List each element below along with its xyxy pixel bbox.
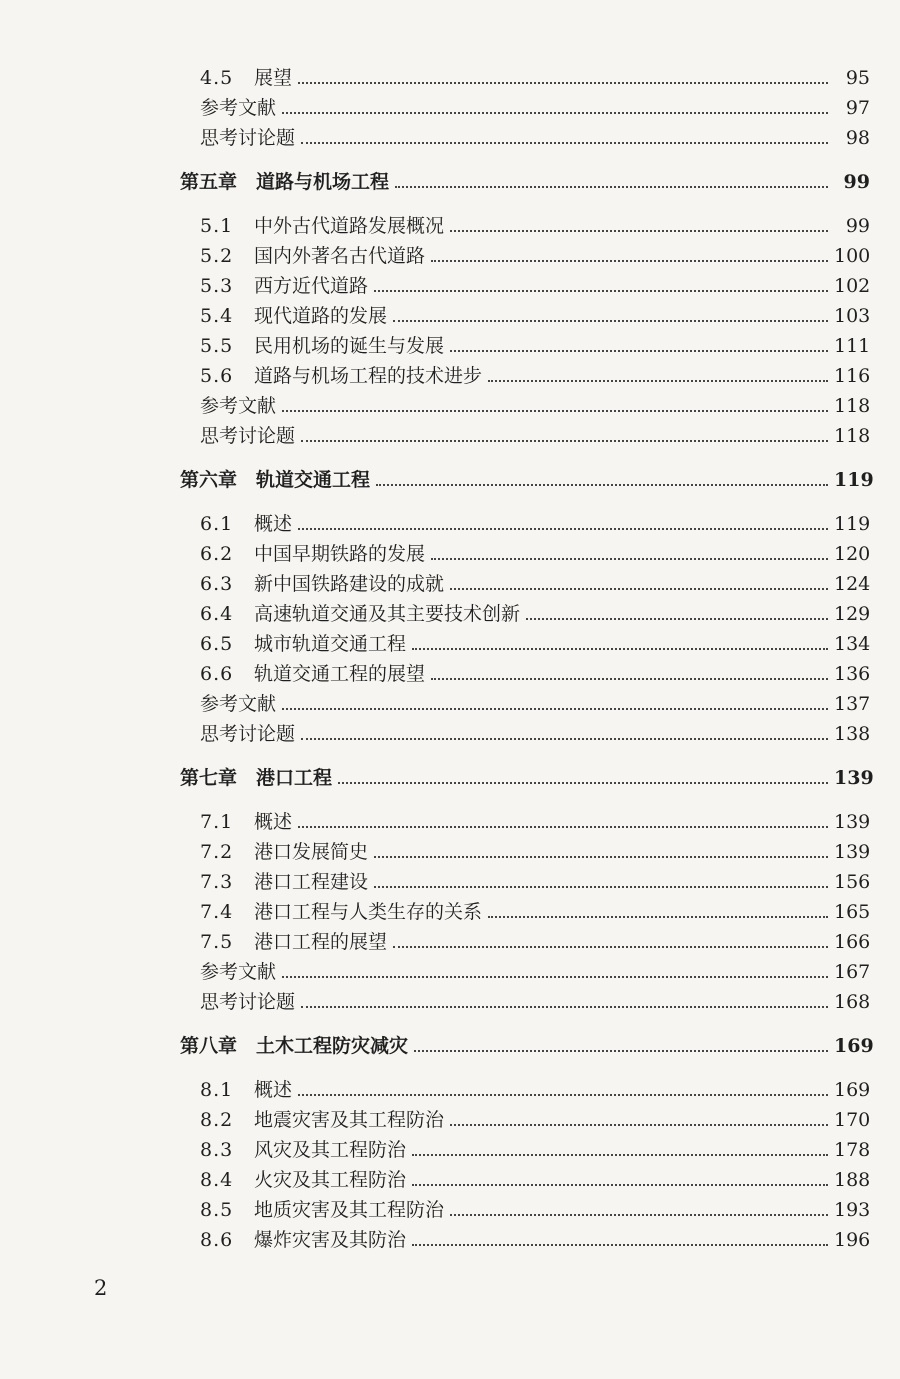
toc-chapter-entry <box>180 162 870 192</box>
entry-page: 129 <box>834 603 871 625</box>
entry-title: 思考讨论题 <box>200 127 296 149</box>
dot-leader <box>412 1244 828 1246</box>
entry-page: 169 <box>834 1079 871 1101</box>
toc-section-entry <box>200 296 870 326</box>
entry-title: 港口工程的展望 <box>254 931 388 953</box>
entry-title: 民用机场的诞生与发展 <box>254 335 445 357</box>
entry-page: 116 <box>834 365 871 387</box>
toc-section-entry <box>200 58 870 88</box>
entry-page: 170 <box>834 1109 871 1131</box>
toc-section-entry <box>200 594 870 624</box>
dot-leader <box>431 260 828 262</box>
toc-section-entry <box>200 624 870 654</box>
entry-page: 139 <box>834 767 874 789</box>
entry-page: 137 <box>834 693 871 715</box>
dot-leader <box>282 112 828 114</box>
entry-title: 港口工程建设 <box>254 871 369 893</box>
entry-number: 第五章 <box>180 171 238 193</box>
entry-page: 166 <box>834 931 871 953</box>
entry-page: 169 <box>834 1035 874 1057</box>
toc-section-entry <box>200 206 870 236</box>
entry-title: 思考讨论题 <box>200 723 296 745</box>
entry-page: 99 <box>845 215 870 237</box>
dot-leader <box>450 230 828 232</box>
entry-title: 港口工程与人类生存的关系 <box>254 901 483 923</box>
toc-section-entry <box>200 1100 870 1130</box>
entry-page: 134 <box>834 633 871 655</box>
dot-leader <box>298 826 828 828</box>
entry-page: 118 <box>834 395 871 417</box>
entry-page: 138 <box>834 723 871 745</box>
entry-number: 8.1 <box>200 1079 234 1101</box>
entry-title: 中外古代道路发展概况 <box>254 215 445 237</box>
entry-page: 156 <box>834 871 871 893</box>
toc-chapter-entry <box>180 460 874 491</box>
dot-leader <box>282 410 828 412</box>
entry-title: 地质灾害及其工程防治 <box>254 1199 445 1221</box>
dot-leader <box>298 1094 828 1096</box>
entry-title: 城市轨道交通工程 <box>254 633 407 655</box>
toc-section-entry <box>200 684 870 714</box>
entry-number: 5.2 <box>200 245 234 267</box>
dot-leader <box>431 678 828 680</box>
entry-page: 119 <box>834 513 871 535</box>
dot-leader <box>301 440 828 442</box>
entry-title: 风灾及其工程防治 <box>254 1139 407 1161</box>
entry-title: 轨道交通工程 <box>256 469 371 491</box>
toc-section-entry <box>200 356 870 386</box>
dot-leader <box>450 588 828 590</box>
toc-section-entry <box>200 236 870 266</box>
entry-title: 道路与机场工程 <box>256 171 390 193</box>
entry-number: 7.5 <box>200 931 234 953</box>
dot-leader <box>298 82 828 84</box>
dot-leader <box>450 1124 828 1126</box>
entry-title: 思考讨论题 <box>200 991 296 1013</box>
dot-leader <box>374 856 828 858</box>
toc-section-entry <box>200 416 870 446</box>
entry-page: 139 <box>834 841 871 863</box>
entry-page: 193 <box>834 1199 871 1221</box>
toc-section-entry <box>200 118 870 148</box>
dot-leader <box>376 484 828 486</box>
dot-leader <box>301 142 828 144</box>
dot-leader <box>282 708 828 710</box>
entry-title: 思考讨论题 <box>200 425 296 447</box>
toc-section-entry <box>200 386 870 416</box>
entry-page: 102 <box>834 275 871 297</box>
entry-number: 5.3 <box>200 275 234 297</box>
entry-title: 火灾及其工程防治 <box>254 1169 407 1191</box>
dot-leader <box>488 380 828 382</box>
entry-number: 第八章 <box>180 1035 238 1057</box>
dot-leader <box>414 1050 828 1052</box>
entry-title: 展望 <box>254 67 293 89</box>
dot-leader <box>282 976 828 978</box>
entry-page: 111 <box>834 335 871 357</box>
entry-number: 第七章 <box>180 767 238 789</box>
entry-title: 参考文献 <box>200 97 277 119</box>
dot-leader <box>450 1214 828 1216</box>
entry-title: 轨道交通工程的展望 <box>254 663 426 685</box>
dot-leader <box>412 1184 828 1186</box>
dot-leader <box>393 946 828 948</box>
entry-number: 6.3 <box>200 573 234 595</box>
dot-leader <box>301 1006 828 1008</box>
toc-chapter-entry <box>180 1026 874 1057</box>
entry-title: 现代道路的发展 <box>254 305 388 327</box>
entry-title: 参考文献 <box>200 693 277 715</box>
toc-section-entry <box>200 982 870 1012</box>
entry-page: 95 <box>845 67 870 89</box>
entry-page: 139 <box>834 811 871 833</box>
entry-page: 188 <box>834 1169 871 1191</box>
toc-section-entry <box>200 714 870 744</box>
dot-leader <box>393 320 828 322</box>
entry-number: 7.1 <box>200 811 234 833</box>
entry-title: 参考文献 <box>200 395 277 417</box>
dot-leader <box>488 916 828 918</box>
entry-number: 5.5 <box>200 335 234 357</box>
entry-number: 8.5 <box>200 1199 234 1221</box>
entry-title: 中国早期铁路的发展 <box>254 543 426 565</box>
toc-section-entry <box>200 564 870 594</box>
dot-leader <box>298 528 828 530</box>
entry-number: 6.5 <box>200 633 234 655</box>
toc-section-entry <box>200 1220 870 1250</box>
entry-number: 6.4 <box>200 603 234 625</box>
entry-page: 100 <box>834 245 871 267</box>
dot-leader <box>374 886 828 888</box>
entry-page: 103 <box>834 305 871 327</box>
entry-number: 第六章 <box>180 469 238 491</box>
entry-title: 爆炸灾害及其防治 <box>254 1229 407 1251</box>
toc-section-entry <box>200 326 870 356</box>
entry-number: 5.6 <box>200 365 234 387</box>
toc-section-entry <box>200 1190 870 1220</box>
entry-page: 119 <box>834 469 874 491</box>
entry-number: 4.5 <box>200 67 234 89</box>
dot-leader <box>450 350 828 352</box>
entry-title: 参考文献 <box>200 961 277 983</box>
dot-leader <box>301 738 828 740</box>
entry-number: 5.1 <box>200 215 234 237</box>
entry-number: 8.2 <box>200 1109 234 1131</box>
entry-page: 168 <box>834 991 871 1013</box>
entry-page: 136 <box>834 663 871 685</box>
toc-section-entry <box>200 504 870 534</box>
entry-number: 6.2 <box>200 543 234 565</box>
entry-number: 8.6 <box>200 1229 234 1251</box>
dot-leader <box>431 558 828 560</box>
entry-number: 7.4 <box>200 901 234 923</box>
entry-page: 124 <box>834 573 871 595</box>
entry-page: 120 <box>834 543 871 565</box>
dot-leader <box>412 1154 828 1156</box>
toc-section-entry <box>200 892 870 922</box>
toc-section-entry <box>200 1130 870 1160</box>
toc-section-entry <box>200 832 870 862</box>
entry-title: 概述 <box>254 513 293 535</box>
entry-title: 国内外著名古代道路 <box>254 245 426 267</box>
dot-leader <box>526 618 828 620</box>
entry-title: 港口发展简史 <box>254 841 369 863</box>
entry-title: 新中国铁路建设的成就 <box>254 573 445 595</box>
entry-number: 8.4 <box>200 1169 234 1191</box>
entry-page: 97 <box>845 97 870 119</box>
toc-section-entry <box>200 1070 870 1100</box>
entry-number: 6.6 <box>200 663 234 685</box>
entry-page: 167 <box>834 961 871 983</box>
entry-page: 178 <box>834 1139 871 1161</box>
entry-title: 地震灾害及其工程防治 <box>254 1109 445 1131</box>
entry-number: 8.3 <box>200 1139 234 1161</box>
entry-number: 5.4 <box>200 305 234 327</box>
toc-chapter-entry <box>180 758 874 789</box>
toc-section-entry <box>200 654 870 684</box>
toc-section-entry <box>200 802 870 832</box>
dot-leader <box>374 290 828 292</box>
dot-leader <box>412 648 828 650</box>
toc-section-entry <box>200 862 870 892</box>
entry-number: 6.1 <box>200 513 234 535</box>
entry-title: 高速轨道交通及其主要技术创新 <box>254 603 521 625</box>
toc-section-entry <box>200 922 870 952</box>
entry-page: 98 <box>845 127 870 149</box>
entry-page: 99 <box>843 171 870 193</box>
entry-title: 道路与机场工程的技术进步 <box>254 365 483 387</box>
entry-title: 概述 <box>254 811 293 833</box>
dot-leader <box>338 782 828 784</box>
toc-section-entry <box>200 88 870 118</box>
toc-section-entry <box>200 534 870 564</box>
dot-leader <box>395 186 828 188</box>
entry-page: 118 <box>834 425 871 447</box>
entry-number: 7.3 <box>200 871 234 893</box>
toc-section-entry <box>200 266 870 296</box>
toc-section-entry <box>200 1160 870 1190</box>
entry-page: 165 <box>834 901 871 923</box>
entry-title: 概述 <box>254 1079 293 1101</box>
entry-page: 196 <box>834 1229 871 1251</box>
entry-title: 港口工程 <box>256 767 333 789</box>
entry-number: 7.2 <box>200 841 234 863</box>
toc-section-entry <box>200 952 870 982</box>
page-number: 2 <box>94 1276 108 1300</box>
entry-title: 土木工程防灾减灾 <box>256 1035 409 1057</box>
entry-title: 西方近代道路 <box>254 275 369 297</box>
